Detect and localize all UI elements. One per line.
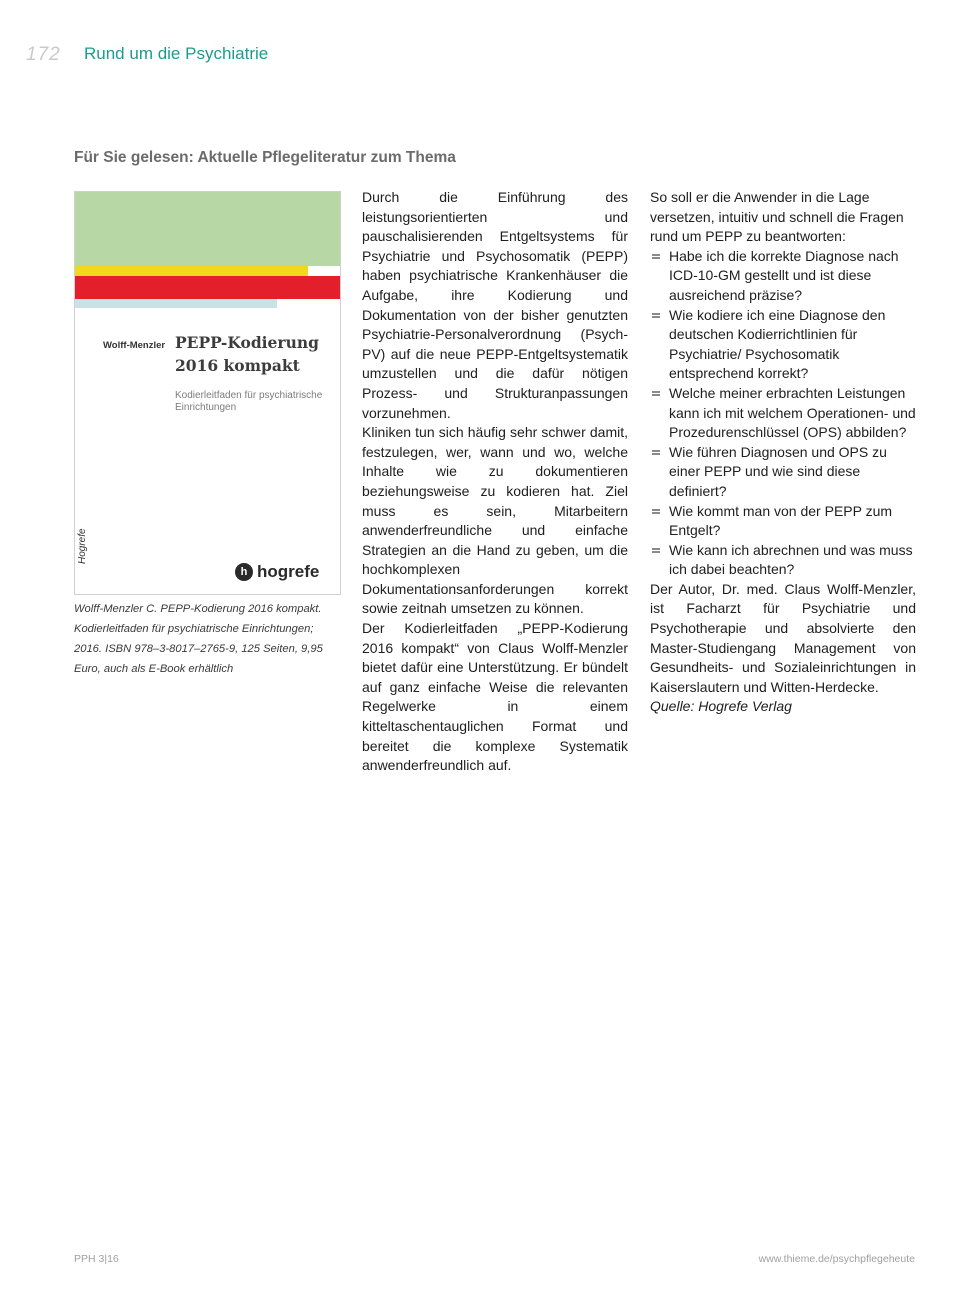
footer-issue: PPH 3|16 (74, 1253, 119, 1265)
bullet-icon (652, 391, 660, 396)
bullet-icon (652, 313, 660, 318)
page-number: 172 (26, 44, 61, 65)
list-item-text: Wie kann ich abrechnen und was muss ich dabei beachten? (669, 541, 913, 578)
article-column-right (650, 188, 916, 717)
book-cover-image (74, 191, 341, 595)
publisher-logo (235, 562, 319, 582)
cover-band-green (75, 192, 340, 266)
cover-band-blue (75, 299, 277, 308)
cover-author: Wolff-Menzler (103, 340, 166, 351)
article-heading: Für Sie gelesen: Aktuelle Pflegeliteratur zum Thema (74, 149, 456, 166)
publisher-logo-text: hogrefe (257, 562, 320, 581)
list-item (650, 384, 916, 443)
list-item (650, 306, 916, 384)
paragraph: Der Kodierleitfaden „PEPP-Kodierung 2016 kompakt“ von Claus Wolff-Menzler bietet dafür eine Unterstützung. Er bündelt auf ganz einfache Weise die relevanten Regelwerke in einem kitteltaschentauglichen Format und bereitet die komplexe Systematik anwenderfreundlich auf. (362, 620, 628, 774)
list-item-text: Wie kommt man von der PEPP zum Entgelt? (669, 502, 893, 539)
bullet-icon (652, 509, 660, 514)
cover-spine-publisher: Hogrefe (77, 528, 88, 564)
bullet-icon (652, 450, 660, 455)
paragraph: Kliniken tun sich häufig sehr schwer damit, festzulegen, wer, wann und wo, welche Inhalte wie zu dokumentieren beziehungsweise zu kodieren hat. Ziel muss es sein, Mitarbeitern anwenderfreundliche und einfache Strategien an die Hand zu geben, um die hochkomplexen Dokumentationsanforderungen korrekt sowie zeitnah umsetzen zu können. (362, 424, 628, 617)
bullet-icon (652, 548, 660, 553)
list-item (650, 541, 916, 580)
list-item (650, 443, 916, 502)
list-item (650, 247, 916, 306)
section-title: Rund um die Psychiatrie (84, 44, 269, 63)
list-item-text: Habe ich die korrekte Diagnose nach ICD-10-GM gestellt und ist diese ausreichend präzise? (669, 247, 899, 303)
question-list (650, 247, 916, 580)
list-item (650, 502, 916, 541)
list-item-text: Wie kodiere ich eine Diagnose den deutschen Kodierrichtlinien für Psychiatrie/ Psychosomatik entsprechend korrekt? (669, 306, 886, 382)
article-column-middle (362, 188, 628, 776)
cover-subtitle: Kodierleitfaden für psychiatrische Einrichtungen (175, 390, 323, 413)
hogrefe-logo-icon: h (235, 563, 253, 581)
questions-intro: So soll er die Anwender in die Lage versetzen, intuitiv und schnell die Fragen rund um PEPP zu beantworten: (650, 189, 904, 245)
cover-band-red (75, 276, 340, 299)
list-item-text: Welche meiner erbrachten Leistungen kann ich mit welchem Operationen- und Prozedurenschlüssel (OPS) abbilden? (669, 384, 916, 441)
source-note: Quelle: Hogrefe Verlag (650, 698, 792, 715)
book-caption: Wolff-Menzler C. PEPP-Kodierung 2016 kompakt. Kodierleitfaden für psychiatrische Einrichtungen; 2016. ISBN 978–3-8017–2765-9, 125 Seiten, 9,95 Euro, auch als E-Book erhältlich (74, 603, 323, 675)
paragraph: Durch die Einführung des leistungsorientierten und pauschalisierenden Entgeltsystems für Psychiatrie und Psychosomatik (PEPP) haben psychiatrische Krankenhäuser die Aufgabe, ihre Kodierung und Dokumentation von der bisher genutzten Psychiatrie-Personalverordnung (Psych-PV) auf die neue PEPP-Entgeltsystematik umzustellen und die dafür nötigen Prozess- und Strukturanpassungen vorzunehmen. (362, 189, 628, 421)
cover-title: PEPP-Kodierung 2016 kompakt (175, 333, 319, 375)
bullet-icon (652, 254, 660, 259)
cover-band-yellow (75, 266, 308, 276)
footer-url[interactable]: www.thieme.de/psychpflegeheute (758, 1253, 915, 1265)
author-info: Der Autor, Dr. med. Claus Wolff-Menzler, ist Facharzt für Psychiatrie und Psychotherapie und absolvierte den Master-Studiengang Management von Gesundheits- und Sozialeinrichtungen in Kaiserslautern und Witten-Herdecke. (650, 580, 916, 695)
list-item-text: Wie führen Diagnosen und OPS zu einer PEPP und wie sind diese definiert? (669, 443, 887, 499)
